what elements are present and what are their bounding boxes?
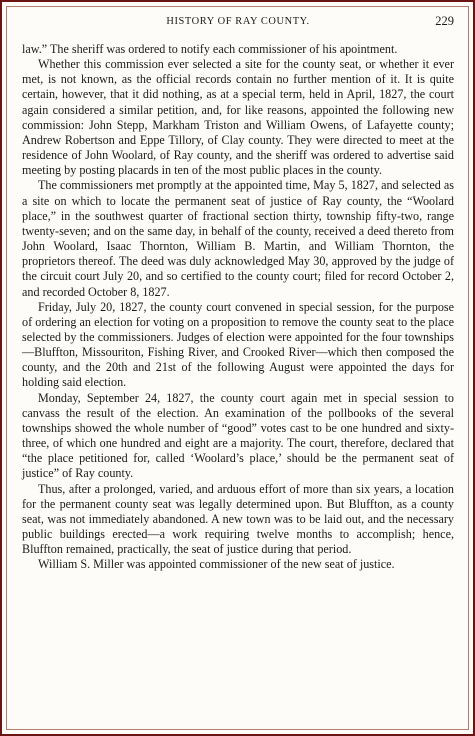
paragraph: William S. Miller was appointed commissioner of the new seat of justice. <box>38 557 395 572</box>
paragraph: Whether this commission ever selected a site for the county seat, or whether it ever met, is not known, as the official records contain no further mention of it. It is quite certain, however, that it did nothing, as at a special term, held in April, 1827, the court again considered a similar petition, and, for like reasons, appointed the following new commission: John Stepp, Markham Triston and William Owens, of Lafayette county; Andrew Robertson and Eppe Tillory, of Clay county. They were directed to meet at the residence of John Woolard, of Ray county, and the sheriff was ordered to advertise said meeting by posting placards in ten of the most public places in the county. <box>22 57 454 178</box>
book-page <box>22 14 454 572</box>
paragraph: Thus, after a prolonged, varied, and arduous effort of more than six years, a location for the permanent county seat was legally determined upon. But Bluffton, as a county seat, was not immediately abandoned. A new town was to be laid out, and the necessary public buildings erected—a work requiring twelve months to accomplish; hence, Bluffton remained, practically, the seat of justice during that period. <box>22 481 454 557</box>
body-text <box>22 42 454 572</box>
page-number: 229 <box>435 14 454 28</box>
paragraph: Monday, September 24, 1827, the county court again met in special session to canvass the result of the election. An examination of the pollbooks of the several townships showed the whole number of “good” votes cast to be one hundred and sixty-three, of which one hundred and eight are a majority. The court, therefore, declared that “the place petitioned for, called ‘Woolard’s place,’ should be the permanent seat of justice” of Ray county. <box>22 390 454 481</box>
running-title: HISTORY OF RAY COUNTY. <box>166 16 310 27</box>
paragraph-continuation: law.” The sheriff was ordered to notify each commissioner of his apointment. <box>22 42 398 56</box>
paragraph: The commissioners met promptly at the appointed time, May 5, 1827, and selected as a site on which to locate the permanent seat of justice of Ray county, the “Woolard place,” in the southwest quarter of fractional section thirty, township fifty-two, range twenty-seven; and on the same day, in behalf of the county, received a deed thereto from John Woolard, Isaac Thornton, William B. Martin, and William Thornton, the proprietors thereof. The deed was duly acknowledged May 30, approved by the judge of the circuit court July 20, and so certified to the county court; filed for record October 2, and recorded October 8, 1827. <box>22 178 454 299</box>
paragraph: Friday, July 20, 1827, the county court convened in special session, for the purpose of ordering an election for voting on a proposition to remove the county seat to the place selected by the commissioners. Judges of election were appointed for the four townships—Bluffton, Missouriton, Fishing River, and Crooked River—which then composed the county, and the 20th and 21st of the following August were appointed the days for holding said election. <box>22 299 454 390</box>
running-header <box>22 14 454 34</box>
